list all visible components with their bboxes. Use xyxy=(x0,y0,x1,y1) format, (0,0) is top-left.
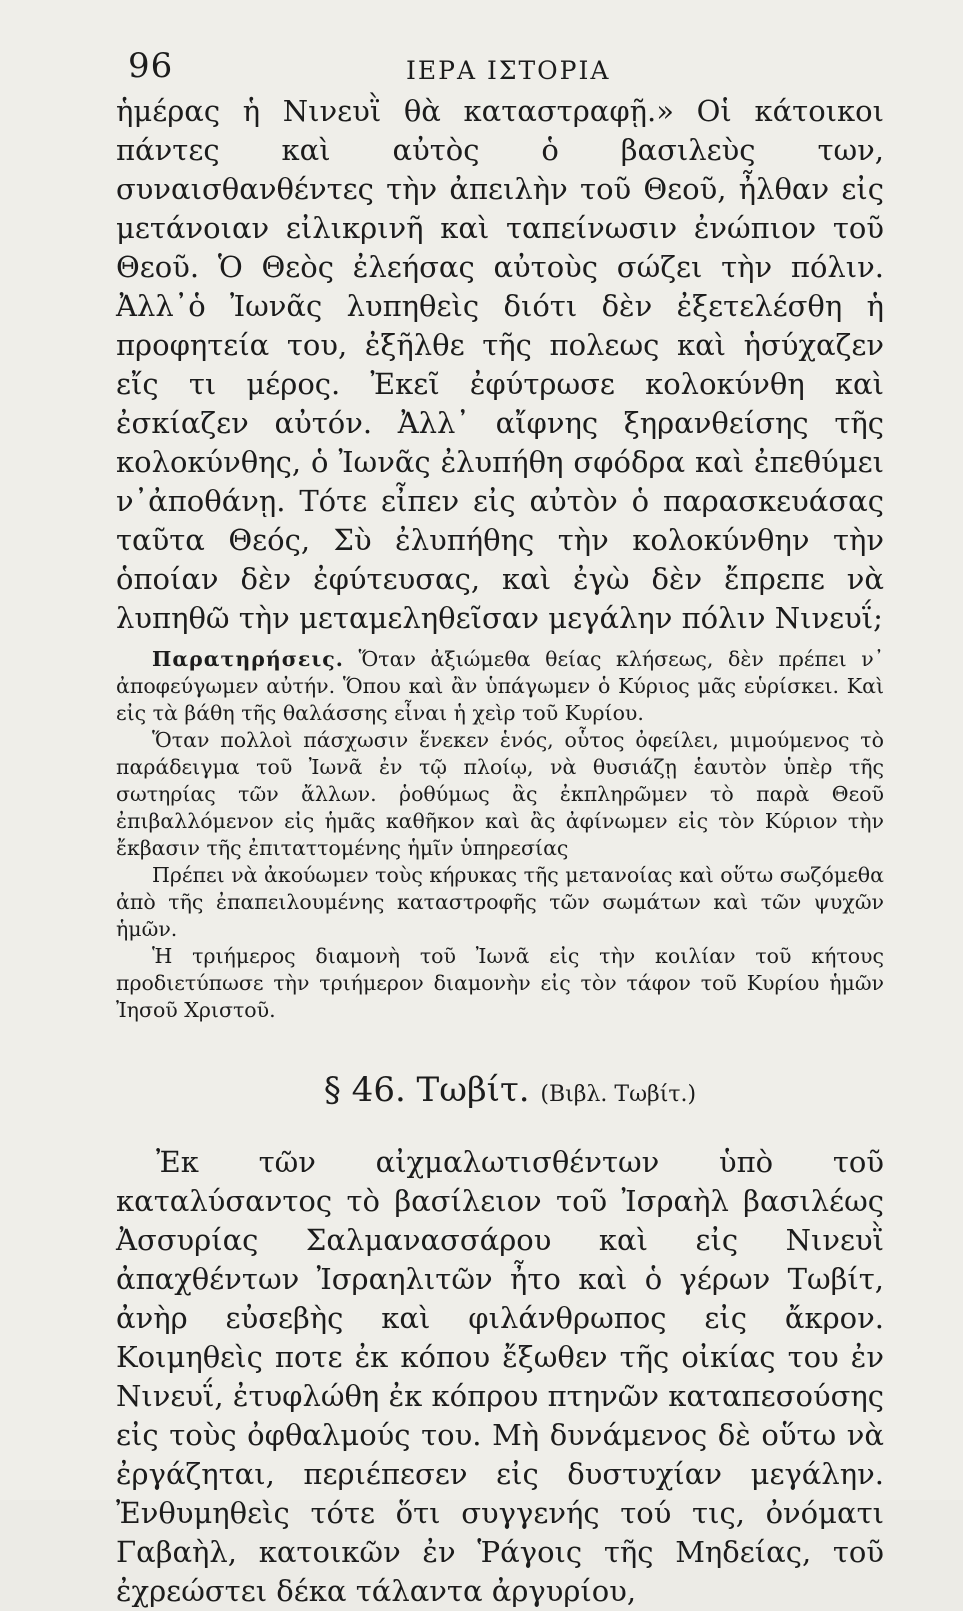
section-title: § 46. Τωβίτ. xyxy=(323,1070,530,1110)
paragraph-tobit: Ἐκ τῶν αἰχμαλωτισθέντων ὑπὸ τοῦ καταλύσαντος τὸ βασίλειον τοῦ Ἰσραὴλ βασιλέως Ἀσσυρίας Σαλμανασσάρου καὶ εἰς Νινευῒ ἀπαχθέντων Ἰσραηλιτῶν ἦτο καὶ ὁ γέρων Τωβίτ, ἀνὴρ εὐσεβὴς καὶ φιλάνθρωπος εἰς ἄκρον. Κοιμηθεὶς ποτε ἐκ κόπου ἔξωθεν τῆς οἰκίας του ἐν Νινευΐ, ἐτυφλώθη ἐκ κόπρου πτηνῶν καταπεσούσης εἰς τοὺς ὀφθαλμούς του. Μὴ δυνάμενος δὲ οὕτω νὰ ἐργάζηται, περιέπεσεν εἰς δυστυχίαν μεγάλην. Ἐνθυμηθεὶς τότε ὅτι συγγενής τού τις, ὀνόματι Γαβαὴλ, κατοικῶν ἐν Ῥάγοις τῆς Μηδείας, τοῦ ἐχρεώστει δέκα τάλαντα ἀργυρίου, xyxy=(116,1145,884,1608)
section-reference: (Βιβλ. Τωβίτ.) xyxy=(540,1082,697,1107)
page-header xyxy=(128,40,888,90)
page-body xyxy=(116,92,884,1611)
section-heading xyxy=(116,1068,884,1117)
main-text-bottom xyxy=(116,1143,884,1611)
main-text-top xyxy=(116,92,884,638)
note-paragraph-4: Ἡ τριήμερος διαμονὴ τοῦ Ἰωνᾶ εἰς τὴν κοιλίαν τοῦ κήτους προδιετύπωσε τὴν τριήμερον διαμονὴν εἰς τὸν τάφον τοῦ Κυρίου ἡμῶν Ἰησοῦ Χριστοῦ. xyxy=(116,944,884,1022)
page-number: 96 xyxy=(128,46,174,86)
note-paragraph-1 xyxy=(116,646,884,727)
note-text-1: Ὅταν ἀξιώμεθα θείας κλήσεως, δὲν πρέπει ν᾽ ἀποφεύγωμεν αὐτήν. Ὅπου καὶ ἂν ὑπάγωμεν ὁ Κύριος μᾶς εὑρίσκει. Καὶ εἰς τὰ βάθη τῆς θαλάσσης εἶναι ἡ χεὶρ τοῦ Κυρίου. xyxy=(116,647,884,725)
notes-label: Παρατηρήσεις. xyxy=(152,647,344,671)
note-paragraph-2: Ὅταν πολλοὶ πάσχωσιν ἕνεκεν ἑνός, οὗτος ὀφείλει, μιμούμενος τὸ παράδειγμα τοῦ Ἰωνᾶ ἐν τῷ πλοίῳ, νὰ θυσιάζῃ ἑαυτὸν ὑπὲρ τῆς σωτηρίας τῶν ἄλλων. ῥοθύμως ἂς ἐκπληρῶμεν τὸ παρὰ Θεοῦ ἐπιβαλλόμενον εἰς ἡμᾶς καθῆκον καὶ ἂς ἀφίνωμεν εἰς τὸν Κύριον τὴν ἔκβασιν τῆς ἐπιταττομένης ἡμῖν ὑπηρεσίας xyxy=(116,728,884,860)
note-paragraph-3: Πρέπει νὰ ἀκούωμεν τοὺς κήρυκας τῆς μετανοίας καὶ οὕτω σωζόμεθα ἀπὸ τῆς ἐπαπειλουμένης καταστροφῆς τῶν σωμάτων καὶ τῶν ψυχῶν ἡμῶν. xyxy=(116,863,884,941)
running-title: ΙΕΡΑ ΙΣΤΟΡΙΑ xyxy=(406,56,611,85)
notes-block xyxy=(116,646,884,1024)
paragraph-jonah: ἡμέρας ἡ Νινευῒ θὰ καταστραφῇ.» Οἱ κάτοικοι πάντες καὶ αὐτὸς ὁ βασιλεὺς των, συναισθανθέντες τὴν ἀπειλὴν τοῦ Θεοῦ, ἦλθαν εἰς μετάνοιαν εἰλικρινῆ καὶ ταπείνωσιν ἐνώπιον τοῦ Θεοῦ. Ὁ Θεὸς ἐλεήσας αὐτοὺς σώζει τὴν πόλιν. Ἀλλ᾽ὁ Ἰωνᾶς λυπηθεὶς διότι δὲν ἐξετελέσθη ἡ προφητεία του, ἐξῆλθε τῆς πολεως καὶ ἡσύχαζεν εἴς τι μέρος. Ἐκεῖ ἐφύτρωσε κολοκύνθη καὶ ἐσκίαζεν αὐτόν. Ἀλλ᾽ αἴφνης ξηρανθείσης τῆς κολοκύνθης, ὁ Ἰωνᾶς ἐλυπήθη σφόδρα καὶ ἐπεθύμει ν᾽ἀποθάνῃ. Τότε εἶπεν εἰς αὐτὸν ὁ παρασκευάσας ταῦτα Θεός, Σὺ ἐλυπήθης τὴν κολοκύνθην τὴν ὁποίαν δὲν ἐφύτευσας, καὶ ἐγὼ δὲν ἔπρεπε νὰ λυπηθῶ τὴν μεταμεληθεῖσαν μεγάλην πόλιν Νινευΐ; xyxy=(116,94,884,635)
